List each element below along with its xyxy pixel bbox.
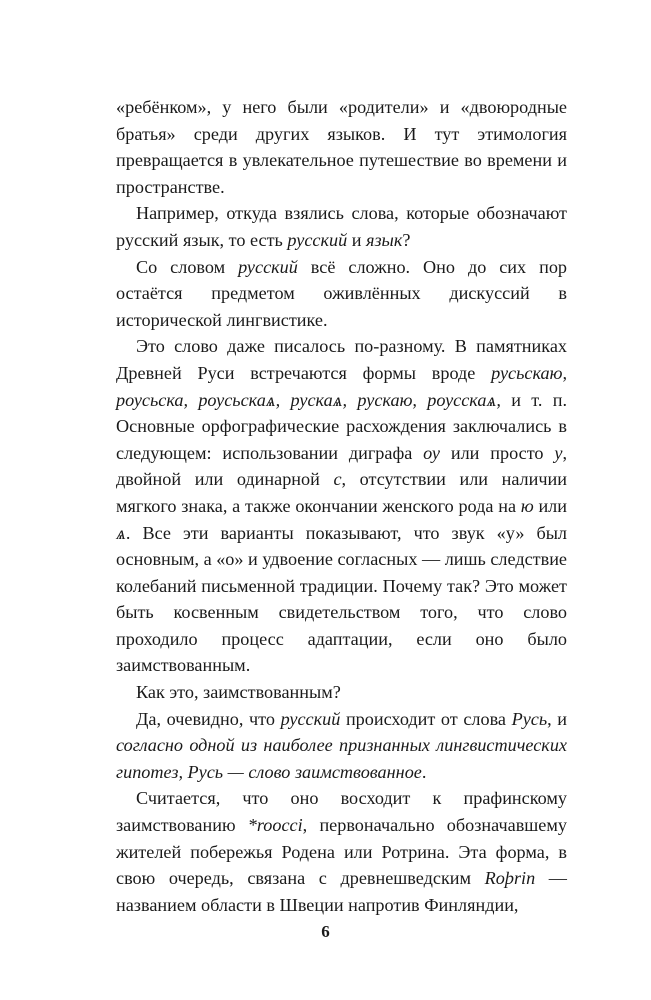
- text-run: , отсутствии или наличии мягкого знака, а также окончании женского рода на: [116, 469, 567, 516]
- paragraph: [116, 706, 567, 786]
- italic-text: Roþrin: [484, 868, 536, 889]
- page-number: 6: [321, 922, 330, 941]
- text-run: — названием области в Швеции напротив Финляндии,: [116, 868, 567, 915]
- text-run: или: [533, 495, 567, 516]
- text-run: , первоначально обозначавшему жителей побережья Родена или Ротрина. Эта форма, в свою очередь, связана с древнешведским: [116, 815, 567, 889]
- paragraph: [116, 679, 567, 706]
- italic-text: *roocci: [247, 815, 303, 836]
- text-run: и: [347, 229, 366, 250]
- italic-text: язык: [366, 229, 403, 250]
- text-run: Как это, заимствованным?: [136, 682, 341, 703]
- page-body: [116, 94, 567, 918]
- text-run: Считается, что оно восходит к прафинскому заимствованию: [116, 788, 567, 836]
- paragraph: [116, 333, 567, 679]
- text-run: происходит от слова: [340, 708, 512, 729]
- italic-text: оу: [423, 442, 440, 463]
- italic-text: Русь: [511, 708, 548, 729]
- italic-text: с: [333, 469, 342, 490]
- italic-text: русьскаю, роусьска, роусьскаѧ, рускаѧ,: [116, 362, 567, 410]
- italic-text: русский: [238, 256, 298, 277]
- text-run: [347, 390, 357, 410]
- text-run: , и: [547, 708, 568, 729]
- italic-text: русский: [287, 229, 348, 250]
- italic-text: ѧ: [116, 522, 126, 543]
- text-run: Да, очевидно, что: [136, 708, 281, 729]
- italic-text: рускаю, роусскаѧ,: [357, 389, 501, 410]
- text-run: Например, откуда взялись слова, которые обозначают русский язык, то есть: [116, 203, 567, 250]
- text-run: «ребёнком», у него были «родители» и «двоюродные братья» среди других языков. И тут этимология превращается в увлекательное путешествие во времени и пространстве.: [116, 97, 567, 197]
- text-run: всё сложно. Оно до сих пор остаётся предметом оживлённых дискуссий в исторической лингвистике.: [116, 256, 568, 330]
- text-run: и т. п. Основные орфографические расхождения заключались в следующем: использовании диграфа: [116, 389, 567, 463]
- paragraph: [116, 94, 567, 200]
- paragraph: [116, 254, 567, 334]
- italic-text: ю: [520, 495, 534, 516]
- text-run: Это слово даже писалось по-разному. В памятниках Древней Руси встречаются формы вроде: [116, 336, 567, 383]
- italic-text: русский: [280, 708, 341, 729]
- text-run: ?: [402, 229, 411, 250]
- text-run: .: [421, 761, 427, 782]
- text-run: или просто: [439, 442, 555, 463]
- italic-text: у: [554, 442, 563, 463]
- text-run: , двойной или одинарной: [116, 442, 567, 490]
- text-run: Со словом: [136, 256, 239, 277]
- text-run: . Все эти варианты показывают, что звук «у» был основным, а «о» и удвоение согласных — лишь следствие колебаний письменной традиции. Почему так? Это может быть косвенным свидетельством того, что слово проходило процесс адаптации, если оно было заимствованным.: [116, 522, 568, 676]
- italic-text: согласно одной из наиболее признанных лингвистических гипотез, Русь — слово заимствованное: [116, 735, 567, 782]
- paragraph: [116, 200, 567, 253]
- paragraph: [116, 785, 567, 918]
